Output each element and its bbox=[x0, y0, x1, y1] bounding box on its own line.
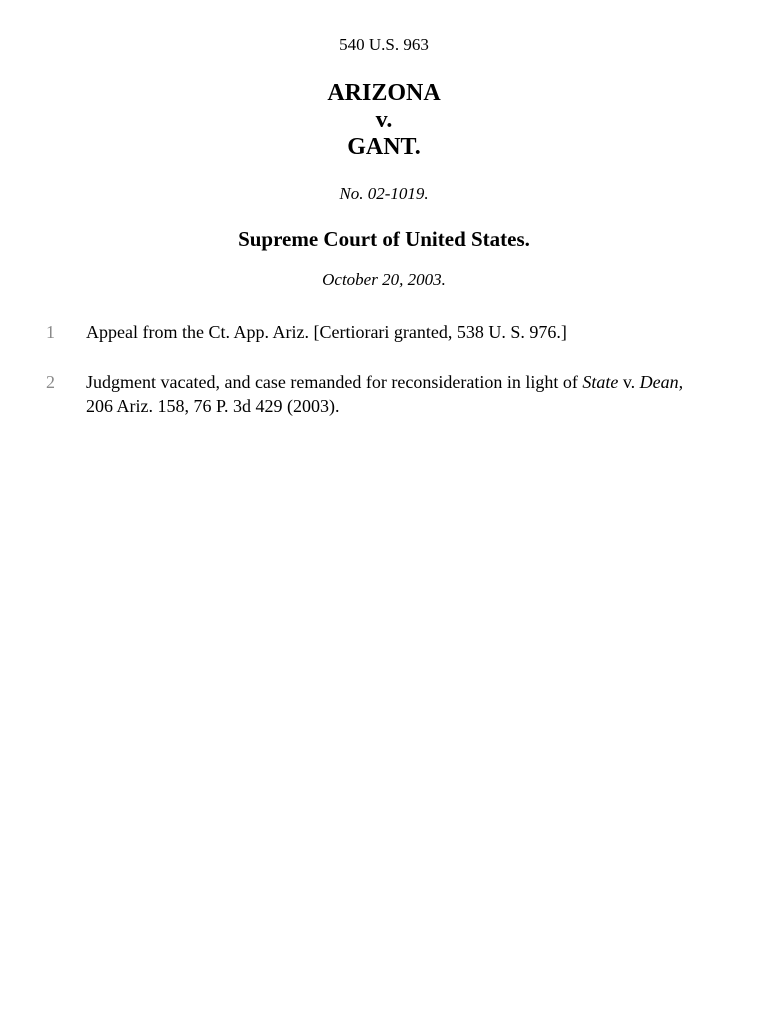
paragraph-text: Appeal from the Ct. App. Ariz. [Certiorari granted, 538 U. S. 976.] bbox=[86, 322, 567, 342]
court-name: Supreme Court of United States. bbox=[238, 227, 530, 251]
paragraph-text-after: 206 Ariz. 158, 76 P. 3d 429 (2003). bbox=[86, 396, 340, 416]
decision-date: October 20, 2003. bbox=[322, 270, 446, 289]
versus-inline: v. bbox=[618, 372, 636, 392]
party-two: GANT. bbox=[347, 134, 421, 160]
paragraph-text bbox=[86, 370, 706, 418]
paragraph-number: 2 bbox=[46, 372, 55, 392]
paragraph-number: 1 bbox=[46, 322, 55, 342]
paragraph-text-before: Judgment vacated, and case remanded for reconsideration in light of bbox=[86, 372, 583, 392]
versus: v. bbox=[375, 107, 393, 133]
case-name-dean: Dean, bbox=[639, 372, 684, 392]
case-citation: 540 U.S. 963 bbox=[339, 35, 429, 54]
party-one: ARIZONA bbox=[327, 80, 441, 106]
case-title bbox=[0, 80, 768, 161]
docket-number: No. 02-1019. bbox=[339, 184, 429, 203]
case-name-state: State bbox=[582, 372, 619, 392]
